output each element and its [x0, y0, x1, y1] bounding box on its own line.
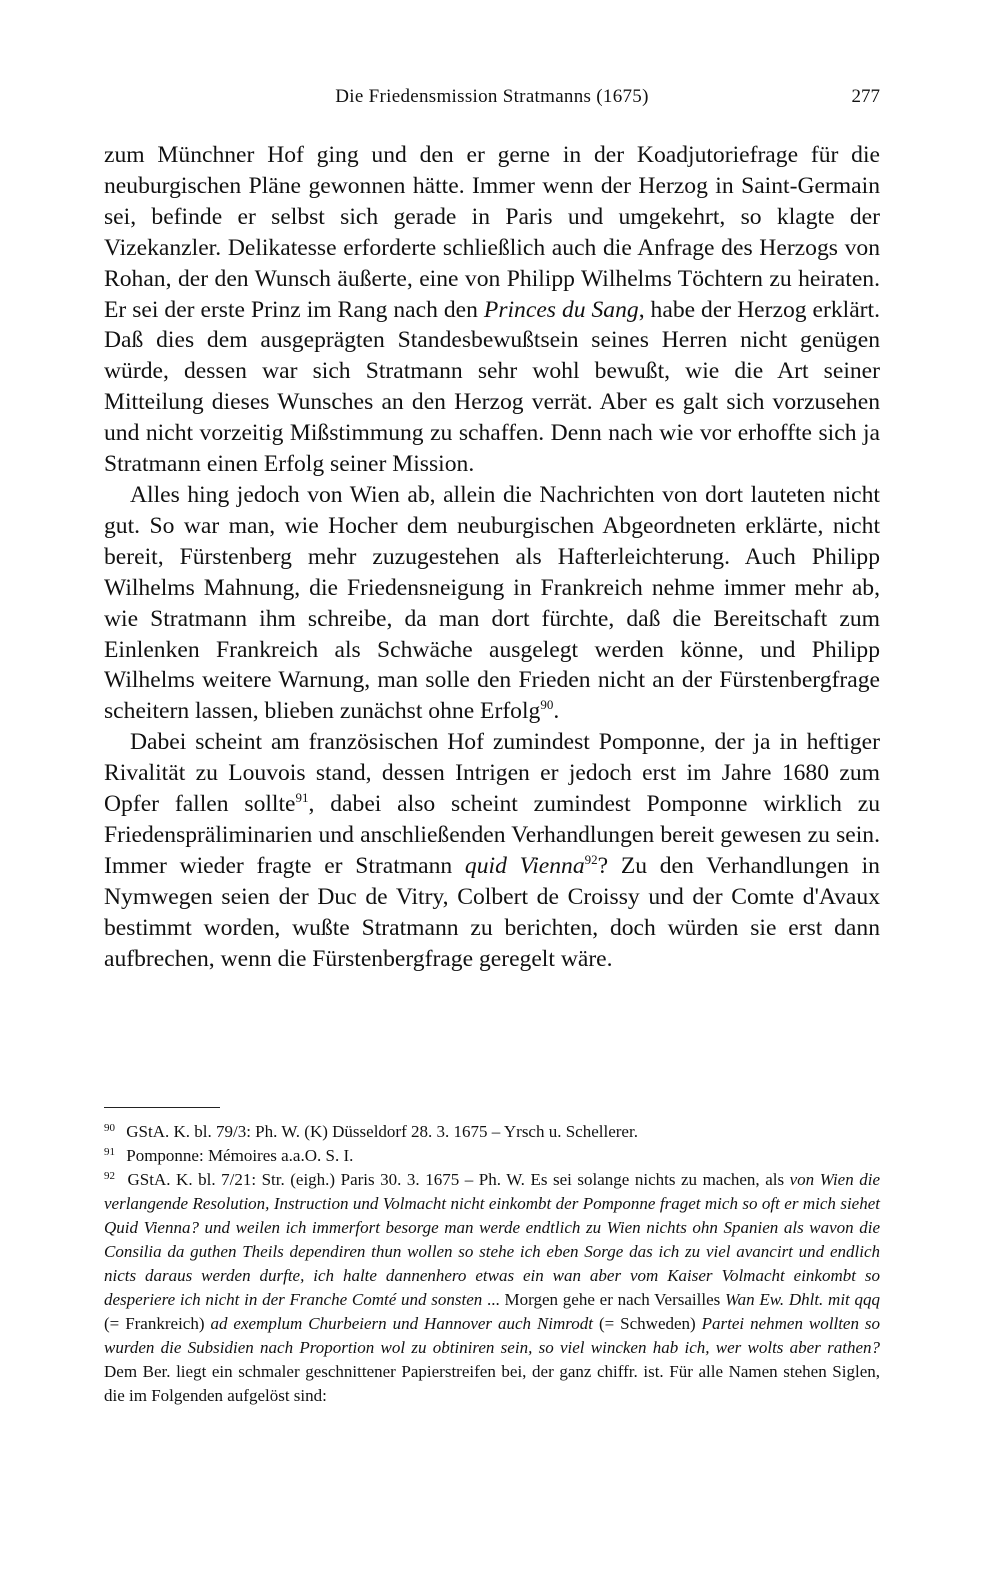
footnote-91-text: Pomponne: Mémoires a.a.O. S. I.: [126, 1146, 354, 1165]
paragraph-2-text: Alles hing jedoch von Wien ab, allein die Nachrichten von dort lauteten nicht gut. So war man, wie Hocher dem neuburgischen Abgeordneten erklärte, nicht bereit, Fürstenberg mehr zuzugestehen als Hafterleichterung. Auch Philipp Wilhelms Mahnung, die Friedensneigung in Frankreich nehme immer mehr ab, wie Stratmann ihm schreibe, da man dort fürchte, daß die Bereitschaft zum Einlenken Frankreich als Schwäche ausgelegt werden könne, und Philipp Wilhelms weitere Warnung, man solle den Frieden nicht an der Fürstenbergfrage scheitern lassen, blieben zunächst ohne Erfolg: [104, 481, 880, 725]
footnote-92-text-e: Dem Ber. liegt ein schmaler geschnittener Papierstreifen bei, der ganz chiffr. ist. Für alle Namen stehen Siglen, die im Folgenden aufgelöst sind:: [104, 1362, 880, 1405]
footnote-92-quote-4: Partei nehmen wollten so wurden die Subsidien nach Proportion wol zu obtiniren sein, so viel wincken hab ich, wer wolts aber rathen?: [104, 1314, 881, 1357]
paragraph-3: [104, 727, 880, 974]
footnote-92-quote-3: ad exemplum Churbeiern und Hannover auch Nimrodt: [210, 1314, 594, 1333]
paragraph-3-italic: quid Vienna: [464, 852, 585, 879]
paragraph-1-rest: , habe der Herzog erklärt. Daß dies dem ausgeprägten Standesbewußtsein seines Herren nicht genügen würde, dessen war sich Stratmann sehr wohl bewußt, wie die Art seiner Mitteilung dieses Wunsches an den Herzog verrät. Aber es galt sich vorzusehen und nicht vorzeitig Mißstimmung zu schaffen. Denn nach wie vor erhoffte sich ja Stratmann einen Erfolg seiner Mission.: [104, 296, 880, 478]
footnote-ref-90[interactable]: 90: [540, 697, 554, 713]
footnote-91: 91 Pomponne: Mémoires a.a.O. S. I.: [104, 1146, 354, 1165]
paragraph-3-text-b: , dabei also scheint zumindest Pomponne wirklich zu Friedenspräliminarien und anschließenden Verhandlungen bereit gewesen zu sein. Immer wieder fragte er Stratmann: [104, 791, 880, 879]
paragraph-2: [104, 480, 880, 727]
footnote-90: 90 GStA. K. bl. 79/3: Ph. W. (K) Düsseldorf 28. 3. 1675 – Yrsch u. Schellerer.: [104, 1122, 638, 1141]
paragraph-3-text-a: Dabei scheint am französischen Hof zumindest Pomponne, der ja in heftiger Rivalität zu Louvois stand, dessen Intrigen er jedoch erst im Jahre 1680 zum Opfer fallen sollte: [104, 729, 880, 818]
footnote-92-quote-1: von Wien die verlangende Resolution, Instruction und Volmacht nicht einkombt der Pomponne fraget mich so oft er mich siehet Quid Vienna? und weilen ich immerfort besorge man werde endtlich zu Wien nichts ohn Spanien als wavon die Consilia da guthen Theils dependiren thun wollen so stehe ich eben Sorge das ich zu viel avancirt und endlich nicts daraus werden durfte, ich halte dannenhero etwas ein wan aber vom Kaiser Volmacht einkombt so desperiere ich nicht in der Franche Comté und sonsten: [104, 1170, 881, 1309]
page-number: 277: [851, 86, 880, 107]
page-header: [104, 86, 880, 116]
paragraph-1-italic: Princes du Sang: [483, 296, 639, 323]
main-text: [104, 140, 880, 974]
footnotes: [104, 1120, 880, 1408]
running-title: Die Friedensmission Stratmanns (1675): [335, 86, 649, 107]
paragraph-1: [104, 140, 880, 480]
paragraph-2-end: .: [553, 698, 560, 725]
footnote-separator: [104, 1107, 220, 1108]
footnote-92-text-d: (= Schweden): [598, 1314, 696, 1333]
footnote-92-text-a: GStA. K. bl. 7/21: Str. (eigh.) Paris 30. 3. 1675 – Ph. W. Es sei solange nichts zu machen, als: [127, 1170, 785, 1189]
footnote-92: 92 GStA. K. bl. 7/21: Str. (eigh.) Paris 30. 3. 1675 – Ph. W. Es sei solange nichts zu machen, als von Wien die verlangende Resolution, Instruction und Volmacht nicht einkombt der Pomponne fraget mich so oft er mich siehet Quid Vienna? und weilen ich immerfort besorge man werde endtlich zu Wien nichts ohn Spanien als wavon die Consilia da guthen Theils dependiren thun wollen so stehe ich eben Sorge das ich zu viel avancirt und endlich nicts daraus werden durfte, ich halte dannenhero etwas ein wan aber vom Kaiser Volmacht einkombt so desperiere ich nicht in der Franche Comté und sonsten ... Morgen gehe er nach Versailles Wan Ew. Dhlt. mit qqq (= Frankreich) ad exemplum Churbeiern und Hannover auch Nimrodt (= Schweden) Partei nehmen wollten so wurden die Subsidien nach Proportion wol zu obtiniren sein, so viel wincken hab ich, wer wolts aber rathen? Dem Ber. liegt ein schmaler geschnittener Papierstreifen bei, der ganz chiffr. ist. Für alle Namen stehen Siglen, die im Folgenden aufgelöst sind:: [104, 1170, 881, 1405]
paragraph-3-text-c: ? Zu den Verhandlungen in Nymwegen seien der Duc de Vitry, Colbert de Croissy und der Comte d'Avaux bestimmt worden, wußte Stratmann zu berichten, doch würden sie erst dann aufbrechen, wenn die Fürstenbergfrage geregelt wäre.: [104, 852, 880, 972]
footnote-ref-91[interactable]: 91: [295, 790, 309, 806]
footnote-92-quote-2: Wan Ew. Dhlt. mit qqq: [725, 1290, 881, 1309]
footnote-92-text-c: (= Frankreich): [104, 1314, 205, 1333]
footnote-ref-92[interactable]: 92: [584, 851, 598, 867]
paragraph-1-text: zum Münchner Hof ging und den er gerne in der Koadjutoriefrage für die neuburgischen Pläne gewonnen hätte. Immer wenn der Herzog in Saint-Germain sei, befinde er selbst sich gerade in Paris und umgekehrt, so klagte der Vizekanzler. Delikatesse erforderte schließlich auch die Anfrage des Herzogs von Rohan, der den Wunsch äußerte, eine von Philipp Wilhelms Töchtern zu heiraten. Er sei der erste Prinz im Rang nach den: [104, 142, 880, 323]
footnote-92-text-b: ... Morgen gehe er nach Versailles: [487, 1290, 721, 1309]
footnote-90-text: GStA. K. bl. 79/3: Ph. W. (K) Düsseldorf 28. 3. 1675 – Yrsch u. Schellerer.: [126, 1122, 638, 1141]
